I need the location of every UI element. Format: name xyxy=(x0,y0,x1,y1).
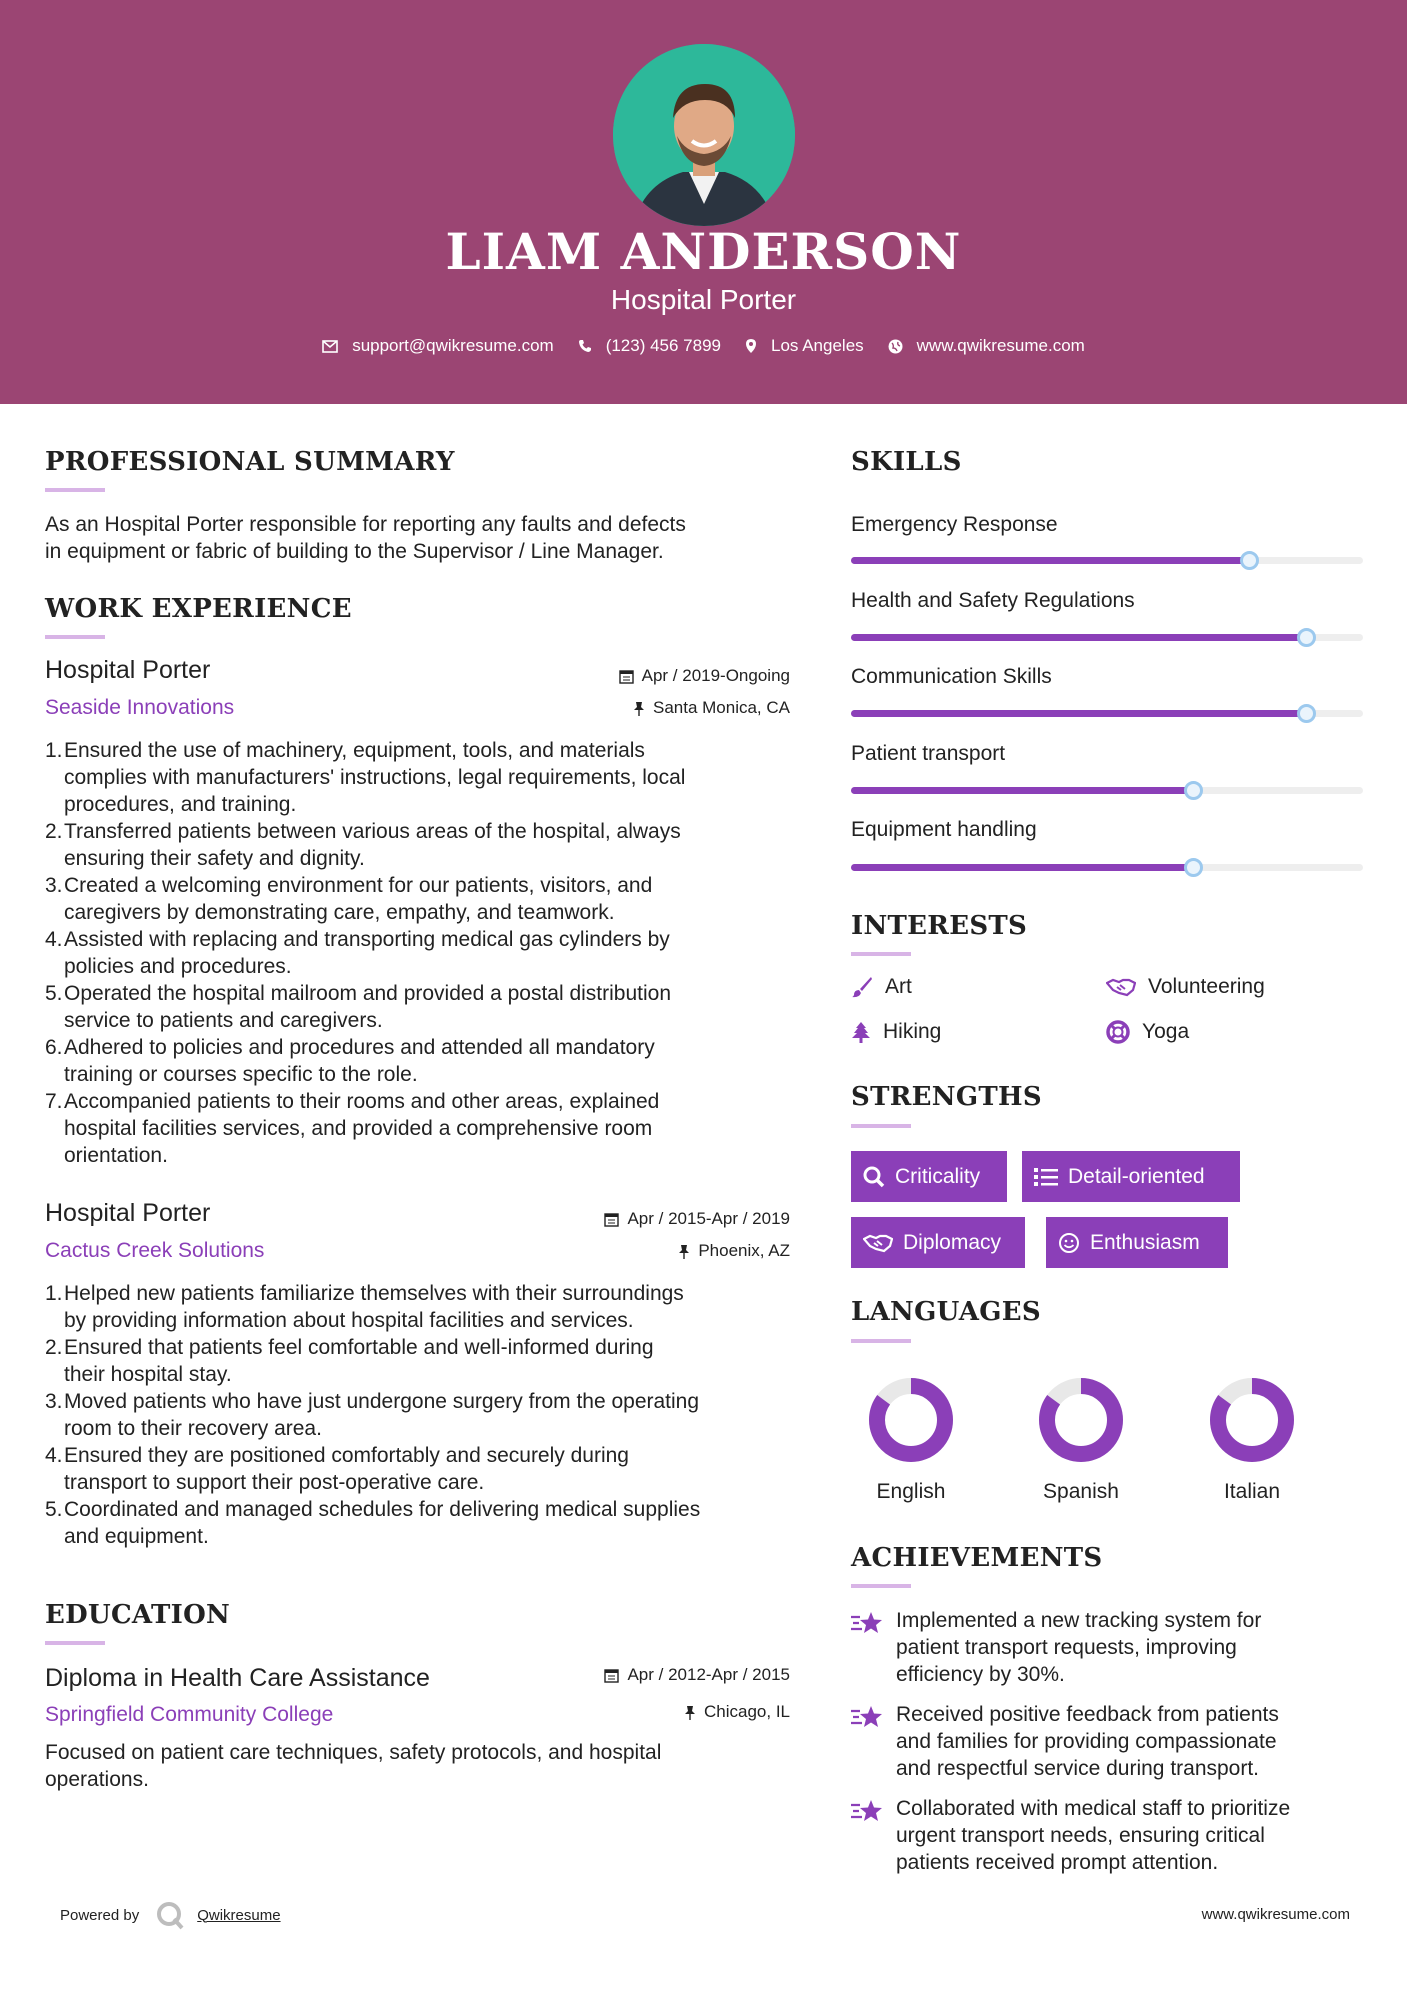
email-text: support@qwikresume.com xyxy=(352,336,554,355)
interest-item: Yoga xyxy=(1106,1020,1189,1044)
education-dates: Apr / 2012-Apr / 2015 xyxy=(530,1665,790,1685)
strength-chip: Enthusiasm xyxy=(1046,1217,1228,1268)
job-duties xyxy=(45,1280,805,1550)
interests-heading: INTERESTS xyxy=(851,911,1028,941)
candidate-role: Hospital Porter xyxy=(610,284,797,315)
pushpin-icon xyxy=(678,1244,690,1259)
candidate-name: LIAM ANDERSON xyxy=(445,222,962,281)
education-heading: EDUCATION xyxy=(45,1600,231,1630)
footer-powered-by xyxy=(60,1900,281,1930)
skill-bar xyxy=(851,557,1363,564)
achievements-heading: ACHIEVEMENTS xyxy=(851,1543,1103,1573)
summary-line: in equipment or fabric of building to the Supervisor / Line Manager. xyxy=(45,540,664,563)
website-text: www.qwikresume.com xyxy=(916,336,1085,355)
pushpin-icon xyxy=(633,701,645,716)
job-company: Cactus Creek Solutions xyxy=(45,1239,265,1262)
location-text: Los Angeles xyxy=(771,336,864,355)
achievements-rule xyxy=(851,1584,911,1588)
interests-rule xyxy=(851,952,911,956)
skill-bar-knob xyxy=(1240,551,1259,570)
header-banner xyxy=(0,0,1407,404)
skill-bar-fill xyxy=(851,634,1307,641)
pushpin-icon xyxy=(684,1705,696,1720)
strength-chip: Detail-oriented xyxy=(1022,1151,1240,1202)
list-item: 4. Ensured they are positioned comfortably and securely during transport to support their post-operative care. xyxy=(45,1444,629,1494)
phone-icon xyxy=(578,339,592,353)
summary-text xyxy=(45,511,795,565)
map-pin-icon xyxy=(745,338,757,354)
list-item: 7. Accompanied patients to their rooms and other areas, explained hospital facilities services, and provided a comprehensive room orientation. xyxy=(45,1090,660,1167)
qwikresume-logo-icon xyxy=(155,1900,185,1930)
tree-icon xyxy=(851,1021,871,1043)
strengths-heading: STRENGTHS xyxy=(851,1082,1042,1112)
skill-label: Emergency Response xyxy=(851,513,1058,536)
list-item: 6. Adhered to policies and procedures and attended all mandatory training or courses specific to the role. xyxy=(45,1036,655,1086)
interest-item: Art xyxy=(851,975,912,999)
interest-item: Hiking xyxy=(851,1020,941,1044)
paintbrush-icon xyxy=(851,976,873,998)
smile-icon xyxy=(1058,1232,1080,1254)
skill-label: Equipment handling xyxy=(851,818,1037,841)
degree-title: Diploma in Health Care Assistance xyxy=(45,1664,430,1692)
skill-bar-knob xyxy=(1297,628,1316,647)
languages-heading: LANGUAGES xyxy=(851,1297,1041,1327)
skill-bar xyxy=(851,634,1363,641)
list-item: 3. Created a welcoming environment for our patients, visitors, and caregivers by demonstrating care, empathy, and teamwork. xyxy=(45,874,653,924)
contact-email[interactable] xyxy=(322,336,554,356)
language-donut xyxy=(1038,1377,1124,1463)
list-item: 2. Transferred patients between various areas of the hospital, always ensuring their safety and dignity. xyxy=(45,820,681,870)
experience-heading: WORK EXPERIENCE xyxy=(45,594,352,624)
contact-website[interactable] xyxy=(888,336,1085,356)
strengths-rule xyxy=(851,1124,911,1128)
interest-item: Volunteering xyxy=(1106,975,1265,999)
list-item: 4. Assisted with replacing and transporting medical gas cylinders by policies and procedures. xyxy=(45,928,670,978)
achievement-item: Received positive feedback from patients and families for providing compassionate and respectful service during transport. xyxy=(896,1703,1279,1780)
calendar-icon xyxy=(619,669,634,684)
lifering-icon xyxy=(1106,1020,1130,1044)
handshake-icon xyxy=(1106,976,1136,998)
list-icon xyxy=(1034,1167,1058,1187)
language-donut xyxy=(868,1377,954,1463)
job-title: Hospital Porter xyxy=(45,656,211,684)
strength-chip: Criticality xyxy=(851,1151,1007,1202)
job-dates: Apr / 2019-Ongoing xyxy=(530,666,790,686)
handshake-icon xyxy=(863,1232,893,1254)
summary-heading: PROFESSIONAL SUMMARY xyxy=(45,447,455,477)
list-item: 3. Moved patients who have just undergone surgery from the operating room to their recovery area. xyxy=(45,1390,700,1440)
job-company: Seaside Innovations xyxy=(45,696,235,719)
language-label: English xyxy=(876,1480,946,1503)
shooting-star-icon xyxy=(850,1611,884,1637)
list-item: 5. Coordinated and managed schedules for delivering medical supplies and equipment. xyxy=(45,1498,701,1548)
job-dates: Apr / 2015-Apr / 2019 xyxy=(530,1209,790,1229)
footer-website[interactable]: www.qwikresume.com xyxy=(1201,1906,1350,1923)
shooting-star-icon xyxy=(850,1705,884,1731)
skill-bar-fill xyxy=(851,557,1250,564)
strength-chip: Diplomacy xyxy=(851,1217,1025,1268)
calendar-icon xyxy=(604,1212,619,1227)
languages-rule xyxy=(851,1339,911,1343)
globe-icon xyxy=(888,339,903,354)
job-location: Phoenix, AZ xyxy=(530,1241,790,1261)
calendar-icon xyxy=(604,1668,619,1683)
skill-label: Communication Skills xyxy=(851,665,1052,688)
education-rule xyxy=(45,1641,105,1645)
language-donut xyxy=(1209,1377,1295,1463)
school-name: Springfield Community College xyxy=(45,1703,334,1726)
skill-bar xyxy=(851,787,1363,794)
language-label: Spanish xyxy=(1043,1480,1119,1503)
skill-bar-knob xyxy=(1297,704,1316,723)
powered-by-text: Powered by xyxy=(60,1906,140,1924)
person-avatar-icon xyxy=(613,44,795,226)
skill-bar-fill xyxy=(851,864,1194,871)
education-location: Chicago, IL xyxy=(530,1702,790,1722)
summary-line: As an Hospital Porter responsible for reporting any faults and defects xyxy=(45,513,686,536)
skill-bar-fill xyxy=(851,710,1307,717)
profile-photo xyxy=(613,44,795,226)
list-item: 1. Helped new patients familiarize themselves with their surroundings by providing information about hospital facilities and services. xyxy=(45,1282,684,1332)
contact-phone[interactable] xyxy=(578,336,721,356)
job-duties xyxy=(45,737,805,1169)
skill-bar-knob xyxy=(1184,858,1203,877)
skill-label: Health and Safety Regulations xyxy=(851,589,1135,612)
list-item: 5. Operated the hospital mailroom and provided a postal distribution service to patients and caregivers. xyxy=(45,982,672,1032)
language-label: Italian xyxy=(1223,1480,1281,1503)
skill-bar-knob xyxy=(1184,781,1203,800)
job-location: Santa Monica, CA xyxy=(530,698,790,718)
brand-link[interactable]: Qwikresume xyxy=(197,1906,281,1924)
achievement-item: Collaborated with medical staff to prioritize urgent transport needs, ensuring critical patients received prompt attention. xyxy=(896,1797,1291,1874)
skills-heading: SKILLS xyxy=(851,447,962,477)
skill-bar xyxy=(851,864,1363,871)
shooting-star-icon xyxy=(850,1799,884,1825)
search-icon xyxy=(863,1166,885,1188)
job-title: Hospital Porter xyxy=(45,1199,211,1227)
envelope-icon xyxy=(322,340,338,353)
list-item: 2. Ensured that patients feel comfortable and well-informed during their hospital stay. xyxy=(45,1336,654,1386)
education-description: Focused on patient care techniques, safety protocols, and hospital operations. xyxy=(45,1741,662,1791)
skill-bar xyxy=(851,710,1363,717)
skill-label: Patient transport xyxy=(851,742,1006,765)
phone-text: (123) 456 7899 xyxy=(605,336,722,355)
skill-bar-fill xyxy=(851,787,1194,794)
contact-bar xyxy=(0,336,1407,356)
achievement-item: Implemented a new tracking system for patient transport requests, improving efficiency by 30%. xyxy=(896,1609,1262,1686)
experience-rule xyxy=(45,635,105,639)
contact-location xyxy=(745,336,864,356)
summary-rule xyxy=(45,488,105,492)
list-item: 1. Ensured the use of machinery, equipment, tools, and materials complies with manufacturers' instructions, legal requirements, local procedures, and training. xyxy=(45,739,686,816)
